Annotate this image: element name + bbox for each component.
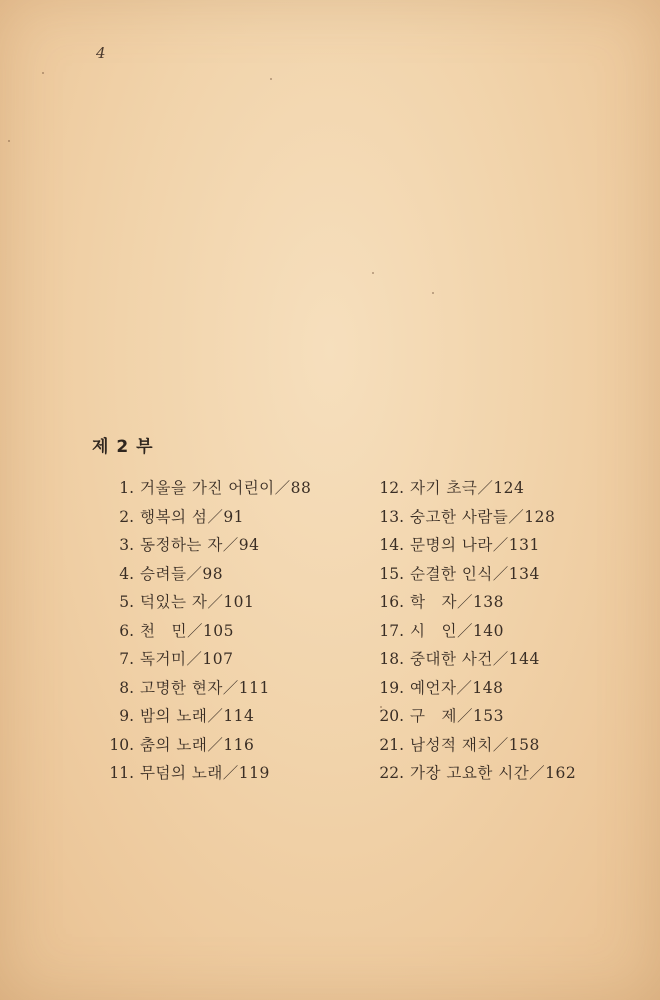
toc-entry: [370, 702, 576, 731]
toc-entry: [100, 759, 311, 788]
toc-entry: [370, 588, 576, 617]
toc-entry: [100, 560, 311, 589]
toc-entry-title: 고명한 현자／111: [140, 678, 270, 697]
toc-entry-number: 8.: [119, 678, 134, 697]
toc-right-column: [370, 474, 576, 788]
toc-entry-title: 가장 고요한 시간／162: [410, 764, 577, 782]
toc-entry-number: 6.: [119, 621, 134, 640]
toc-entry-number: 18.: [379, 650, 404, 668]
paper-speck: [8, 140, 10, 142]
toc-entry: [100, 702, 311, 731]
toc-entry-title: 독거미／107: [140, 650, 234, 668]
toc-entry: [370, 731, 576, 760]
toc-entry-number: 2.: [119, 507, 134, 526]
toc-entry: [370, 531, 576, 560]
toc-entry-number: 1.: [119, 479, 134, 497]
toc-entry-number: 11.: [109, 764, 134, 782]
toc-entry: [370, 474, 576, 503]
toc-entry-number: 21.: [379, 735, 404, 754]
toc-entry-number: 17.: [379, 621, 404, 640]
paper-speck: [270, 78, 272, 80]
toc-entry-number: 14.: [379, 536, 404, 554]
toc-entry-title: 구 제／153: [410, 707, 505, 725]
part-heading: 제 2 부: [92, 437, 154, 457]
toc-entry-title: 동정하는 자／94: [140, 536, 260, 554]
toc-entry-title: 거울을 가진 어린이／88: [140, 479, 312, 497]
page-number: 4: [96, 44, 106, 62]
toc-left-column: [100, 474, 311, 788]
paper-speck: [432, 292, 434, 294]
toc-entry-title: 학 자／138: [410, 593, 505, 611]
toc-entry: [100, 731, 311, 760]
toc-entry-number: 15.: [379, 564, 404, 583]
toc-entry: [100, 531, 311, 560]
paper-speck: [372, 272, 374, 274]
toc-entry: [370, 560, 576, 589]
toc-entry-number: 4.: [119, 564, 134, 583]
toc-entry-number: 12.: [379, 479, 404, 497]
toc-entry: [370, 503, 576, 532]
toc-entry-title: 숭고한 사람들／128: [410, 507, 556, 526]
toc-entry: [100, 617, 311, 646]
toc-entry-title: 춤의 노래／116: [140, 735, 255, 754]
toc-entry-title: 무덤의 노래／119: [140, 764, 270, 782]
toc-entry-number: 9.: [119, 707, 134, 725]
toc-entry: [370, 759, 576, 788]
toc-entry-title: 시 인／140: [410, 621, 505, 640]
toc-entry: [100, 588, 311, 617]
toc-entry-title: 남성적 재치／158: [410, 735, 540, 754]
toc-entry: [100, 503, 311, 532]
toc-entry-title: 밤의 노래／114: [140, 707, 255, 725]
toc-entry-number: 10.: [109, 735, 134, 754]
toc-entry-title: 중대한 사건／144: [410, 650, 540, 668]
toc-entry: [100, 645, 311, 674]
toc-entry-title: 문명의 나라／131: [410, 536, 540, 554]
toc-entry-title: 순결한 인식／134: [410, 564, 540, 583]
toc-entry: [100, 474, 311, 503]
toc-entry-title: 천 민／105: [140, 621, 235, 640]
toc-entry-number: 3.: [119, 536, 134, 554]
toc-entry-number: 7.: [119, 650, 134, 668]
toc-entry-number: 20.: [379, 707, 404, 725]
toc-entry-number: 22.: [379, 764, 404, 782]
paper-speck: [42, 72, 44, 74]
toc-entry: [370, 645, 576, 674]
toc-entry-number: 13.: [379, 507, 404, 526]
toc-entry-number: 16.: [379, 593, 404, 611]
toc-entry-number: 19.: [379, 678, 404, 697]
toc-entry-title: 자기 초극／124: [410, 479, 525, 497]
toc-entry-number: 5.: [119, 593, 134, 611]
toc-entry-title: 행복의 섬／91: [140, 507, 245, 526]
toc-entry-title: 승려들／98: [140, 564, 224, 583]
toc-entry: [370, 674, 576, 703]
toc-entry: [370, 617, 576, 646]
toc-entry: [100, 674, 311, 703]
toc-entry-title: 덕있는 자／101: [140, 593, 255, 611]
toc-entry-title: 예언자／148: [410, 678, 504, 697]
